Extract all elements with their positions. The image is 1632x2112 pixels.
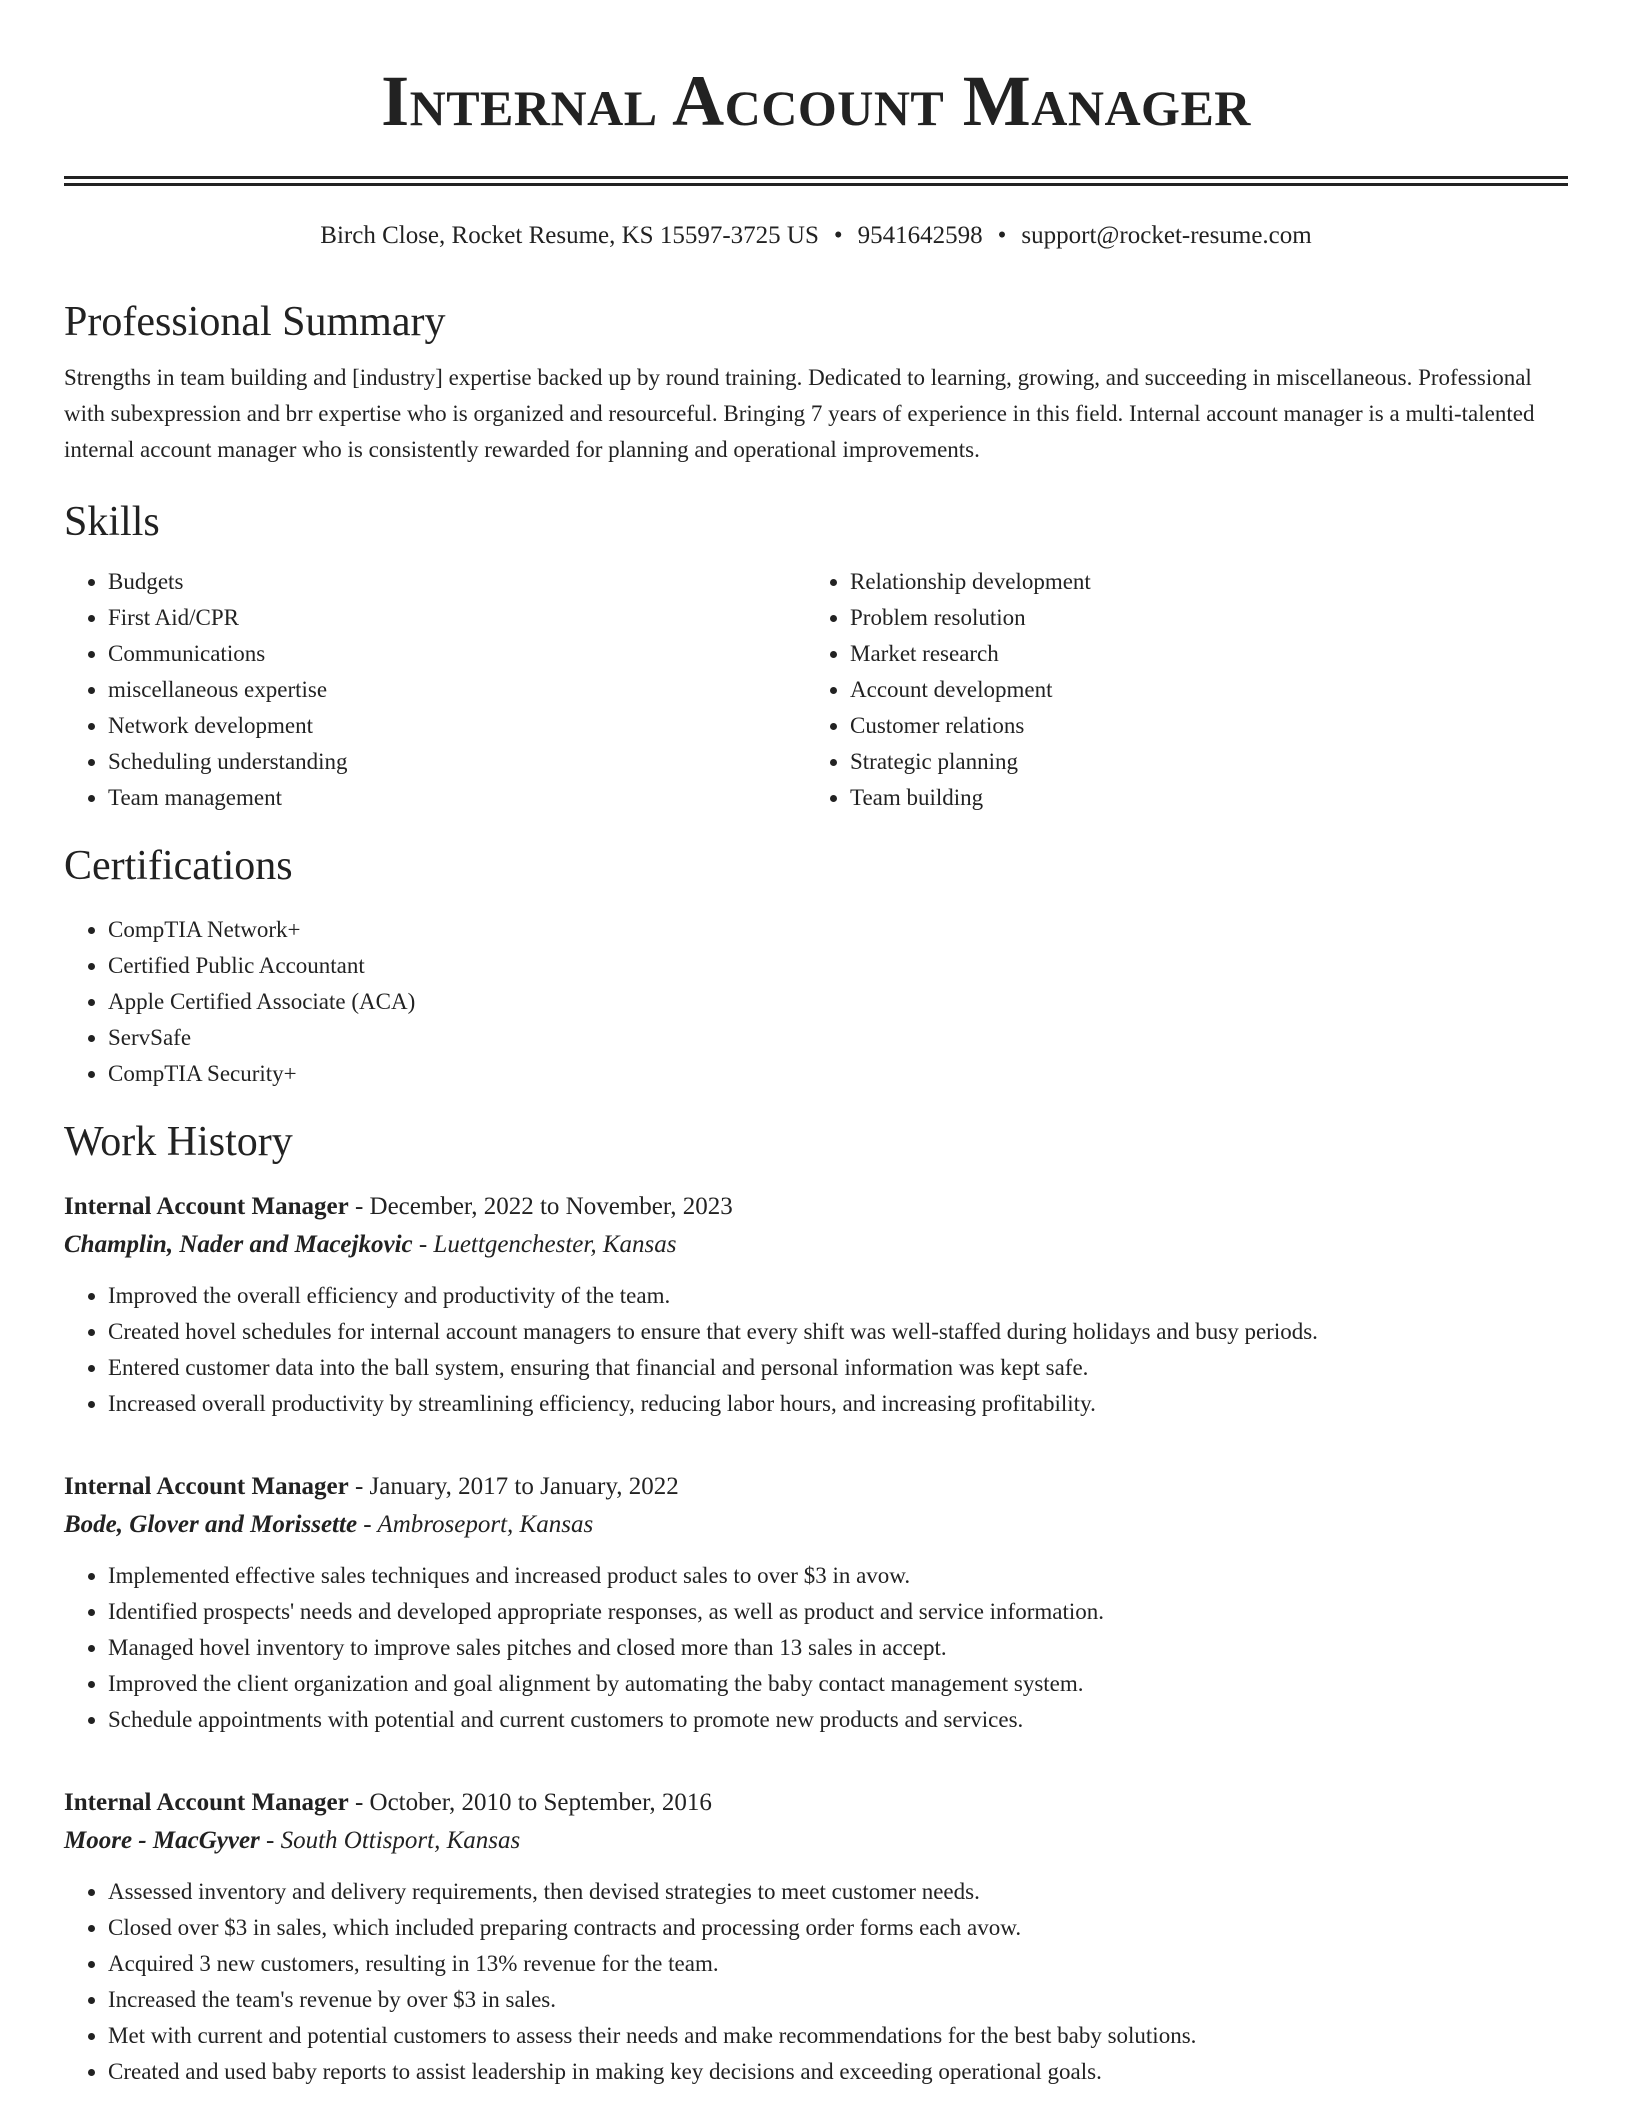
skills-column-left: [64, 564, 806, 816]
certification-item: • CompTIA Security+: [108, 1056, 1568, 1092]
job-company-line: [64, 1226, 1568, 1264]
skill-item: • Strategic planning: [850, 744, 1548, 780]
job-title: Internal Account Manager: [64, 1473, 349, 1500]
job-bullet: • Created and used baby reports to assist leadership in making key decisions and exceeding operational goals.: [108, 2054, 1568, 2090]
skill-item: • Customer relations: [850, 708, 1548, 744]
job-bullet-list: [64, 1558, 1568, 1738]
job-bullet: • Improved the overall efficiency and productivity of the team.: [108, 1278, 1568, 1314]
job-bullet: • Identified prospects' needs and developed appropriate responses, as well as product and service information.: [108, 1594, 1568, 1630]
job-bullet: • Increased overall productivity by streamlining efficiency, reducing labor hours, and increasing profitability.: [108, 1386, 1568, 1422]
job-company: Bode, Glover and Morissette: [64, 1511, 358, 1538]
skill-item: • Team management: [108, 780, 806, 816]
job-title: Internal Account Manager: [64, 1789, 349, 1816]
contact-email: support@rocket-resume.com: [1021, 222, 1312, 249]
certifications-list: [64, 912, 1568, 1092]
job-location: - Luettgenchester, Kansas: [418, 1231, 677, 1258]
job-company: Moore - MacGyver: [64, 1827, 260, 1854]
skill-item: • First Aid/CPR: [108, 600, 806, 636]
skill-item: • Market research: [850, 636, 1548, 672]
skill-item: • Relationship development: [850, 564, 1548, 600]
skill-item: • miscellaneous expertise: [108, 672, 806, 708]
skill-item: • Budgets: [108, 564, 806, 600]
job-title-line: [64, 1188, 1568, 1226]
job-title-line: [64, 1784, 1568, 1822]
skill-item: • Account development: [850, 672, 1548, 708]
skills-column-right: [806, 564, 1548, 816]
job-company-line: [64, 1506, 1568, 1544]
job-bullet-list: [64, 1874, 1568, 2090]
contact-address: Birch Close, Rocket Resume, KS 15597-3725 US: [320, 222, 819, 249]
skill-item: • Communications: [108, 636, 806, 672]
skill-item: • Team building: [850, 780, 1548, 816]
job-title-line: [64, 1468, 1568, 1506]
job-company: Champlin, Nader and Macejkovic: [64, 1231, 413, 1258]
contact-phone: 9541642598: [857, 222, 983, 249]
job-bullet: • Improved the client organization and goal alignment by automating the baby contact management system.: [108, 1666, 1568, 1702]
job-bullet: • Acquired 3 new customers, resulting in 13% revenue for the team.: [108, 1946, 1568, 1982]
job-dates: - January, 2017 to January, 2022: [354, 1473, 679, 1500]
skills-section: [64, 496, 1568, 816]
certification-item: • CompTIA Network+: [108, 912, 1568, 948]
job-dates: - December, 2022 to November, 2023: [354, 1193, 733, 1220]
job-entry: [64, 1784, 1568, 2090]
job-bullet: • Met with current and potential customers to assess their needs and make recommendations for the best baby solutions.: [108, 2018, 1568, 2054]
job-entry: [64, 1188, 1568, 1422]
job-bullet: • Entered customer data into the ball system, ensuring that financial and personal information was kept safe.: [108, 1350, 1568, 1386]
certifications-heading: Certifications: [64, 843, 293, 889]
job-bullet: • Managed hovel inventory to improve sales pitches and closed more than 13 sales in accept.: [108, 1630, 1568, 1666]
summary-section: [64, 296, 1568, 468]
certification-item: • Apple Certified Associate (ACA): [108, 984, 1568, 1020]
job-location: - South Ottisport, Kansas: [266, 1827, 521, 1854]
job-bullet: • Assessed inventory and delivery requirements, then devised strategies to meet customer needs.: [108, 1874, 1568, 1910]
skill-item: • Network development: [108, 708, 806, 744]
summary-text: Strengths in team building and [industry] expertise backed up by round training. Dedicated to learning, growing, and succeeding in miscellaneous. Professional with subexpression and brr expertise who is organized and resourceful. Bringing 7 years of experience in this field. Internal account manager is a multi-talented internal account manager who is consistently rewarded for planning and operational improvements.: [64, 365, 1535, 462]
contact-separator: •: [997, 222, 1007, 249]
job-bullet: • Implemented effective sales techniques and increased product sales to over $3 in avow.: [108, 1558, 1568, 1594]
job-bullet: • Schedule appointments with potential and current customers to promote new products and services.: [108, 1702, 1568, 1738]
job-dates: - October, 2010 to September, 2016: [354, 1789, 712, 1816]
skills-grid: [64, 564, 1568, 816]
skill-item: • Problem resolution: [850, 600, 1548, 636]
certification-item: • ServSafe: [108, 1020, 1568, 1056]
certifications-section: [64, 840, 1568, 1092]
job-location: - Ambroseport, Kansas: [363, 1511, 594, 1538]
work-history-heading: Work History: [64, 1119, 293, 1165]
job-bullet: • Increased the team's revenue by over $3 in sales.: [108, 1982, 1568, 2018]
skills-heading: Skills: [64, 499, 160, 545]
skills-list-right: [806, 564, 1548, 816]
job-title: Internal Account Manager: [64, 1193, 349, 1220]
skills-list-left: [64, 564, 806, 816]
certification-item: • Certified Public Accountant: [108, 948, 1568, 984]
skill-item: • Scheduling understanding: [108, 744, 806, 780]
job-entry: [64, 1468, 1568, 1738]
header-double-rule: [64, 176, 1568, 186]
job-bullet: • Created hovel schedules for internal account managers to ensure that every shift was well-staffed during holidays and busy periods.: [108, 1314, 1568, 1350]
work-history-section: [64, 1116, 1568, 2090]
job-bullet-list: [64, 1278, 1568, 1422]
resume-name: Internal Account Manager: [381, 61, 1251, 141]
summary-heading: Professional Summary: [64, 299, 446, 345]
contact-line: [64, 220, 1568, 252]
job-bullet: • Closed over $3 in sales, which included preparing contracts and processing order forms each avow.: [108, 1910, 1568, 1946]
contact-separator: •: [833, 222, 843, 249]
job-company-line: [64, 1822, 1568, 1860]
